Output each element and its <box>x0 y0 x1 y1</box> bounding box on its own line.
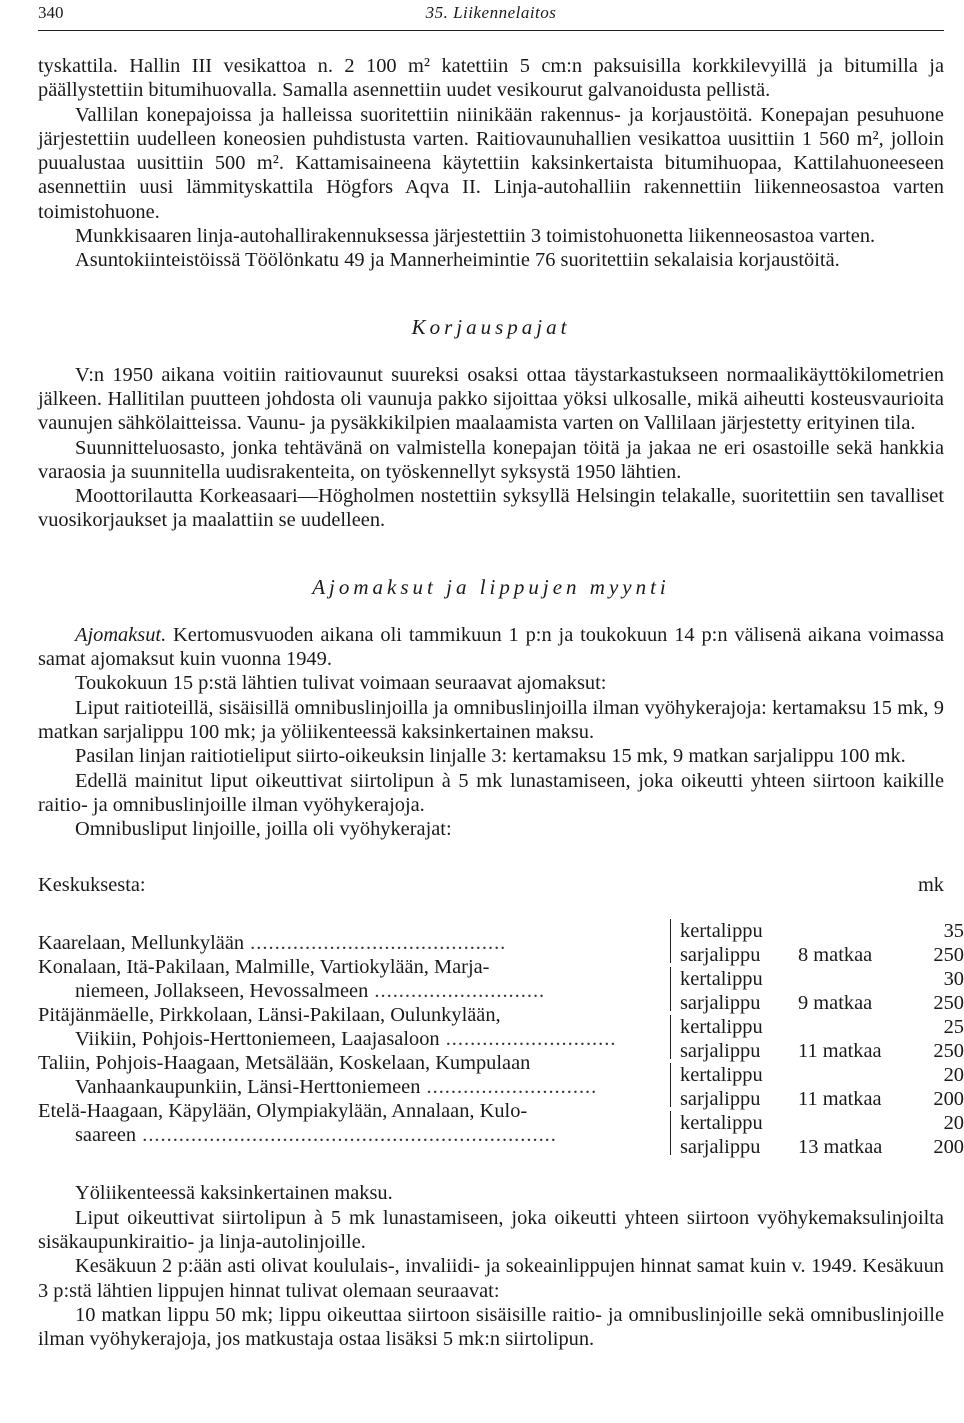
single-ticket-label: kertalippu <box>680 1112 763 1135</box>
fare-row-prices <box>680 1063 964 1111</box>
paragraph: Toukokuun 15 p:stä lähtien tulivat voimaan seuraavat ajomaksut: <box>75 672 607 695</box>
body-text <box>38 54 964 1352</box>
paragraph: Kesäkuun 2 p:ään asti olivat koululais-, invaliidi- ja sokeainlippujen hinnat samat kuin v. 1949. Kesäkuun 3 p:stä lähtien lippujen hinnat tulivat olemaan seuraavat: <box>38 1255 944 1302</box>
series-ticket-label: sarjalippu <box>680 1040 761 1063</box>
paragraph: Suunnitteluosasto, jonka tehtävänä on valmistella konepajan töitä ja jakaa ne eri osastoille sekä hankkia varaosia ja suunnitella uudisrakenteita, on työskennellyt syksystä 1950 lähtien. <box>38 436 944 483</box>
fare-row-prices <box>680 1015 964 1063</box>
single-ticket-label: kertalippu <box>680 920 763 943</box>
destination-text: Vanhaankaupunkiin, Länsi-Herttoniemeen <box>75 1076 421 1099</box>
series-ticket-trips: 8 matkaa <box>798 944 873 967</box>
brace <box>670 967 675 1011</box>
page-number: 340 <box>38 3 64 22</box>
brace <box>670 1015 675 1059</box>
single-ticket-price: 20 <box>943 1112 964 1135</box>
fare-row-prices <box>680 919 964 967</box>
paragraph: Liput raitioteillä, sisäisillä omnibuslinjoilla ja omnibuslinjoilla ilman vyöhykerajoja: kertamaksu 15 mk, 9 matkan sarjalippu 100 mk; ja yöliikenteessä kaksinkertainen maksu. <box>38 696 944 743</box>
series-ticket-label: sarjalippu <box>680 1136 761 1159</box>
brace <box>670 1063 675 1107</box>
single-ticket-price: 25 <box>943 1016 964 1039</box>
running-header <box>38 0 944 32</box>
fare-row-prices <box>680 1111 964 1159</box>
fare-row-destination: Etelä-Haagaan, Käpylään, Olympiakylään, Annalaan, Kulo- saareen .................................................................... <box>38 1099 656 1147</box>
series-ticket-price: 200 <box>933 1136 964 1159</box>
destination-text: Pitäjänmäelle, Pirkkolaan, Länsi-Pakilaan, Oulunkylään, <box>38 1004 501 1027</box>
paragraph-fares-lead <box>38 623 944 672</box>
single-ticket-label: kertalippu <box>680 968 763 991</box>
paragraph: Yöliikenteessä kaksinkertainen maksu. <box>75 1182 393 1205</box>
series-ticket-label: sarjalippu <box>680 944 761 967</box>
destination-text: Etelä-Haagaan, Käpylään, Olympiakylään, Annalaan, Kulo- <box>38 1100 528 1123</box>
header-rule <box>38 30 944 31</box>
fare-row-prices <box>680 967 964 1015</box>
series-ticket-price: 250 <box>933 1040 964 1063</box>
single-ticket-price: 35 <box>943 920 964 943</box>
fare-row-destination: Pitäjänmäelle, Pirkkolaan, Länsi-Pakilaan, Oulunkylään, Viikiin, Pohjois-Herttoniemeen, Laajasaloon ............................ <box>38 1003 656 1051</box>
paragraph: V:n 1950 aikana voitiin raitiovaunut suureksi osaksi ottaa täystarkastukseen normaalikäyttökilometrien jälkeen. Hallitilan puutteen johdosta oli vaunuja pakko sijoittaa yöksi ulkosalle, mikä aiheutti kosteusvaurioita vaunujen sähkölaitteissa. Vaunu- ja pysäkkikilpien maalaamista varten on Vallilaan järjestetty erityinen tila. <box>38 363 944 435</box>
paragraph: Pasilan linjan raitiotieliput siirto-oikeuksin linjalle 3: kertamaksu 15 mk, 9 matkan sarjalippu 100 mk. <box>75 745 906 768</box>
fare-row-destination: Kaarelaan, Mellunkylään .......................................... <box>38 932 507 955</box>
series-ticket-trips: 13 matkaa <box>798 1136 883 1159</box>
paragraph: Liput oikeuttivat siirtolipun à 5 mk lunastamiseen, joka oikeutti yhteen siirtoon vyöhykemaksulinjoilta sisäkaupunkiraitio- ja linja-autolinjoille. <box>38 1206 944 1254</box>
single-ticket-price: 20 <box>943 1064 964 1087</box>
paragraph: tyskattila. Hallin III vesikattoa n. 2 100 m² katettiin 5 cm:n paksuisilla korkkilevyillä ja bitumilla ja päällystettiin bitumihuovalla. Samalla asennettiin uudet vesikourut galvanoidusta pellistä. <box>38 55 944 102</box>
single-ticket-price: 30 <box>943 968 964 991</box>
series-ticket-price: 250 <box>933 944 964 967</box>
single-ticket-label: kertalippu <box>680 1064 763 1087</box>
paragraph: Omnibusliput linjoille, joilla oli vyöhykerajat: <box>75 818 452 841</box>
fare-row-destination: Konalaan, Itä-Pakilaan, Malmille, Vartiokylään, Marja- niemeen, Jollakseen, Hevossalmeen ............................ <box>38 955 656 1003</box>
destination-text: Kaarelaan, Mellunkylään <box>38 932 245 955</box>
fare-table <box>38 874 964 1159</box>
destination-text: Viikiin, Pohjois-Herttoniemeen, Laajasaloon <box>75 1028 440 1051</box>
series-ticket-label: sarjalippu <box>680 1088 761 1111</box>
fare-table-unit-head: mk <box>917 874 944 897</box>
series-ticket-trips: 9 matkaa <box>798 992 873 1015</box>
paragraph: Munkkisaaren linja-autohallirakennuksessa järjestettiin 3 toimistohuonetta liikenneosastoa varten. <box>75 225 876 248</box>
fare-row-destination: Taliin, Pohjois-Haagaan, Metsälään, Koskelaan, Kumpulaan Vanhaankaupunkiin, Länsi-Herttoniemeen ............................ <box>38 1051 656 1099</box>
lead-rest: Kertomusvuoden aikana oli tammikuun 1 p:n ja toukokuun 14 p:n välisenä aikana voimassa samat ajomaksut kuin vuonna 1949. <box>38 623 944 671</box>
brace <box>670 919 675 963</box>
destination-text: Taliin, Pohjois-Haagaan, Metsälään, Koskelaan, Kumpulaan <box>38 1052 531 1075</box>
destination-text: Konalaan, Itä-Pakilaan, Malmille, Vartiokylään, Marja- <box>38 956 490 979</box>
paragraph: Edellä mainitut liput oikeuttivat siirtolipun à 5 mk lunastamiseen, joka oikeutti yhteen siirtoon kaikille raitio- ja omnibuslinjoille ilman vyöhykerajoja. <box>38 769 944 816</box>
series-ticket-label: sarjalippu <box>680 992 761 1015</box>
paragraph: Moottorilautta Korkeasaari—Högholmen nostettiin syksyllä Helsingin telakalle, suoritettiin sen tavalliset vuosikorjaukset ja maalattiin se uudelleen. <box>38 485 944 532</box>
section-heading-workshops: Korjauspajat <box>411 314 571 339</box>
series-ticket-price: 200 <box>933 1088 964 1111</box>
brace <box>670 1111 675 1155</box>
series-ticket-trips: 11 matkaa <box>798 1040 882 1063</box>
paragraph: 10 matkan lippu 50 mk; lippu oikeuttaa siirtoon sisäisille raitio- ja omnibuslinjoille sekä omnibuslinjoille ilman vyöhykerajoja, jos matkustaja ostaa lisäksi 5 mk:n siirtolipun. <box>38 1303 944 1351</box>
paragraph: Vallilan konepajoissa ja halleissa suoritettiin niinikään rakennus- ja korjaustöitä. Konepajan pesuhuone järjestettiin uudelleen koneosien puhdistusta varten. Raitiovaunuhallien vesikattoa uusittiin 1 560 m², jolloin puualustaa uusittiin 500 m². Kattamisaineena käytettiin kaksinkertaista bitumihuopaa, Kattilahuoneeseen asennettiin uusi lämmityskattila Högfors Aqva II. Linja-autohalliin rakennettiin liikenneosastoa varten toimistohuone. <box>38 103 944 223</box>
series-ticket-price: 250 <box>933 992 964 1015</box>
chapter-title: 35. Liikennelaitos <box>425 3 557 22</box>
single-ticket-label: kertalippu <box>680 1016 763 1039</box>
destination-text: niemeen, Jollakseen, Hevossalmeen <box>75 980 369 1003</box>
destination-text: saareen <box>75 1124 137 1147</box>
series-ticket-trips: 11 matkaa <box>798 1088 882 1111</box>
paragraph: Asuntokiinteistöissä Töölönkatu 49 ja Mannerheimintie 76 suoritettiin sekalaisia korjaustöitä. <box>75 249 840 272</box>
lead-italic: Ajomaksut. <box>75 623 167 646</box>
fare-table-left-head: Keskuksesta: <box>38 874 146 897</box>
section-heading-fares: Ajomaksut ja lippujen myynti <box>312 574 670 599</box>
